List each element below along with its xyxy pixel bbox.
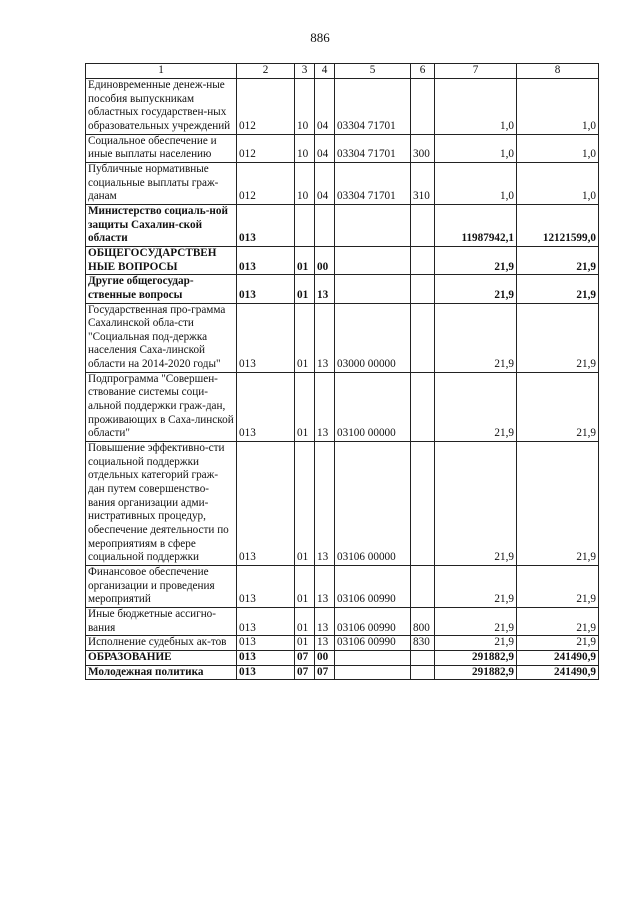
col-header-3: 3 [295,64,315,79]
amount-year1-cell: 11987942,1 [435,204,517,246]
expense-type-cell [411,442,435,566]
table-row [86,162,599,204]
amount-year1-cell: 21,9 [435,372,517,441]
section-code-cell: 01 [295,372,315,441]
col-header-2: 2 [237,64,295,79]
admin-code-cell: 013 [237,665,295,680]
amount-year1-cell: 291882,9 [435,650,517,665]
section-code-cell: 10 [295,162,315,204]
table-row [86,275,599,303]
amount-year2-cell: 12121599,0 [517,204,599,246]
table-row [86,204,599,246]
amount-year1-cell: 291882,9 [435,665,517,680]
target-article-cell [335,275,411,303]
amount-year2-cell: 21,9 [517,246,599,274]
table-row [86,565,599,607]
target-article-cell: 03000 00000 [335,303,411,372]
target-article-cell [335,665,411,680]
amount-year2-cell: 21,9 [517,275,599,303]
subsection-code-cell: 13 [315,636,335,651]
subsection-code-cell: 13 [315,442,335,566]
subsection-code-cell: 00 [315,650,335,665]
table-row [86,246,599,274]
row-name-cell: ОБРАЗОВАНИЕ [86,650,237,665]
section-code-cell: 10 [295,79,315,135]
table-row [86,607,599,635]
table-row [86,303,599,372]
expense-type-cell [411,372,435,441]
row-name-cell: ОБЩЕГОСУДАРСТВЕН НЫЕ ВОПРОСЫ [86,246,237,274]
amount-year1-cell: 1,0 [435,162,517,204]
subsection-code-cell: 13 [315,275,335,303]
admin-code-cell: 012 [237,79,295,135]
target-article-cell: 03106 00000 [335,442,411,566]
target-article-cell: 03106 00990 [335,636,411,651]
expense-type-cell: 830 [411,636,435,651]
section-code-cell: 01 [295,303,315,372]
target-article-cell: 03100 00000 [335,372,411,441]
subsection-code-cell: 13 [315,303,335,372]
section-code-cell: 01 [295,565,315,607]
subsection-code-cell: 04 [315,162,335,204]
table-row [86,79,599,135]
target-article-cell: 03304 71701 [335,134,411,162]
amount-year2-cell: 1,0 [517,79,599,135]
amount-year2-cell: 241490,9 [517,665,599,680]
amount-year2-cell: 21,9 [517,636,599,651]
admin-code-cell: 013 [237,565,295,607]
admin-code-cell: 013 [237,442,295,566]
section-code-cell: 01 [295,275,315,303]
admin-code-cell: 013 [237,650,295,665]
subsection-code-cell: 04 [315,79,335,135]
row-name-cell: Подпрограмма "Совершен-ствование системы соци-альной поддержки граж-дан, проживающих в Саха-линской области" [86,372,237,441]
subsection-code-cell: 04 [315,134,335,162]
row-name-cell: Государственная про-грамма Сахалинской обла-сти "Социальная под-держка населения Саха-линской области на 2014-2020 годы" [86,303,237,372]
subsection-code-cell: 13 [315,372,335,441]
section-code-cell: 01 [295,636,315,651]
row-name-cell: Молодежная политика [86,665,237,680]
table-row [86,650,599,665]
amount-year2-cell: 21,9 [517,607,599,635]
budget-table [85,63,599,680]
expense-type-cell: 310 [411,162,435,204]
col-header-7: 7 [435,64,517,79]
expense-type-cell [411,650,435,665]
expense-type-cell: 300 [411,134,435,162]
target-article-cell [335,650,411,665]
amount-year1-cell: 21,9 [435,275,517,303]
col-header-6: 6 [411,64,435,79]
expense-type-cell [411,275,435,303]
amount-year2-cell: 21,9 [517,372,599,441]
table-row [86,372,599,441]
amount-year1-cell: 21,9 [435,303,517,372]
col-header-5: 5 [335,64,411,79]
col-header-8: 8 [517,64,599,79]
target-article-cell: 03106 00990 [335,565,411,607]
amount-year1-cell: 21,9 [435,246,517,274]
admin-code-cell: 013 [237,303,295,372]
admin-code-cell: 013 [237,636,295,651]
expense-type-cell [411,79,435,135]
admin-code-cell: 013 [237,372,295,441]
page-number: 886 [310,30,330,45]
expense-type-cell [411,204,435,246]
admin-code-cell: 012 [237,134,295,162]
row-name-cell: Министерство социаль-ной защиты Сахалин-ской области [86,204,237,246]
header-row [86,64,599,79]
table-row [86,442,599,566]
row-name-cell: Публичные нормативные социальные выплаты граж-данам [86,162,237,204]
admin-code-cell: 013 [237,204,295,246]
row-name-cell: Иные бюджетные ассигно-вания [86,607,237,635]
target-article-cell [335,204,411,246]
subsection-code-cell: 13 [315,607,335,635]
expense-type-cell [411,246,435,274]
amount-year2-cell: 241490,9 [517,650,599,665]
subsection-code-cell: 07 [315,665,335,680]
table-row [86,665,599,680]
row-name-cell: Единовременные денеж-ные пособия выпускникам областных государствен-ных образовательных учреждений [86,79,237,135]
section-code-cell: 01 [295,442,315,566]
expense-type-cell [411,665,435,680]
admin-code-cell: 013 [237,607,295,635]
subsection-code-cell [315,204,335,246]
amount-year1-cell: 1,0 [435,79,517,135]
target-article-cell [335,246,411,274]
section-code-cell [295,204,315,246]
target-article-cell: 03304 71701 [335,79,411,135]
row-name-cell: Повышение эффективно-сти социальной поддержки отдельных категорий граж-дан путем совершенство-вания организации адми-нистративных процедур, обеспечение деятельности по мероприятиям в сфере социальной поддержки [86,442,237,566]
amount-year1-cell: 21,9 [435,607,517,635]
amount-year1-cell: 1,0 [435,134,517,162]
amount-year1-cell: 21,9 [435,442,517,566]
section-code-cell: 07 [295,665,315,680]
table-row [86,636,599,651]
section-code-cell: 01 [295,607,315,635]
amount-year1-cell: 21,9 [435,565,517,607]
admin-code-cell: 012 [237,162,295,204]
amount-year2-cell: 1,0 [517,162,599,204]
section-code-cell: 01 [295,246,315,274]
col-header-4: 4 [315,64,335,79]
table-row [86,134,599,162]
amount-year2-cell: 21,9 [517,442,599,566]
amount-year2-cell: 21,9 [517,565,599,607]
section-code-cell: 10 [295,134,315,162]
admin-code-cell: 013 [237,246,295,274]
amount-year2-cell: 1,0 [517,134,599,162]
admin-code-cell: 013 [237,275,295,303]
row-name-cell: Социальное обеспечение и иные выплаты населению [86,134,237,162]
amount-year2-cell: 21,9 [517,303,599,372]
target-article-cell: 03106 00990 [335,607,411,635]
subsection-code-cell: 00 [315,246,335,274]
col-header-1: 1 [86,64,237,79]
section-code-cell: 07 [295,650,315,665]
row-name-cell: Исполнение судебных ак-тов [86,636,237,651]
expense-type-cell: 800 [411,607,435,635]
target-article-cell: 03304 71701 [335,162,411,204]
subsection-code-cell: 13 [315,565,335,607]
amount-year1-cell: 21,9 [435,636,517,651]
row-name-cell: Финансовое обеспечение организации и проведения мероприятий [86,565,237,607]
expense-type-cell [411,565,435,607]
expense-type-cell [411,303,435,372]
row-name-cell: Другие общегосудар-ственные вопросы [86,275,237,303]
